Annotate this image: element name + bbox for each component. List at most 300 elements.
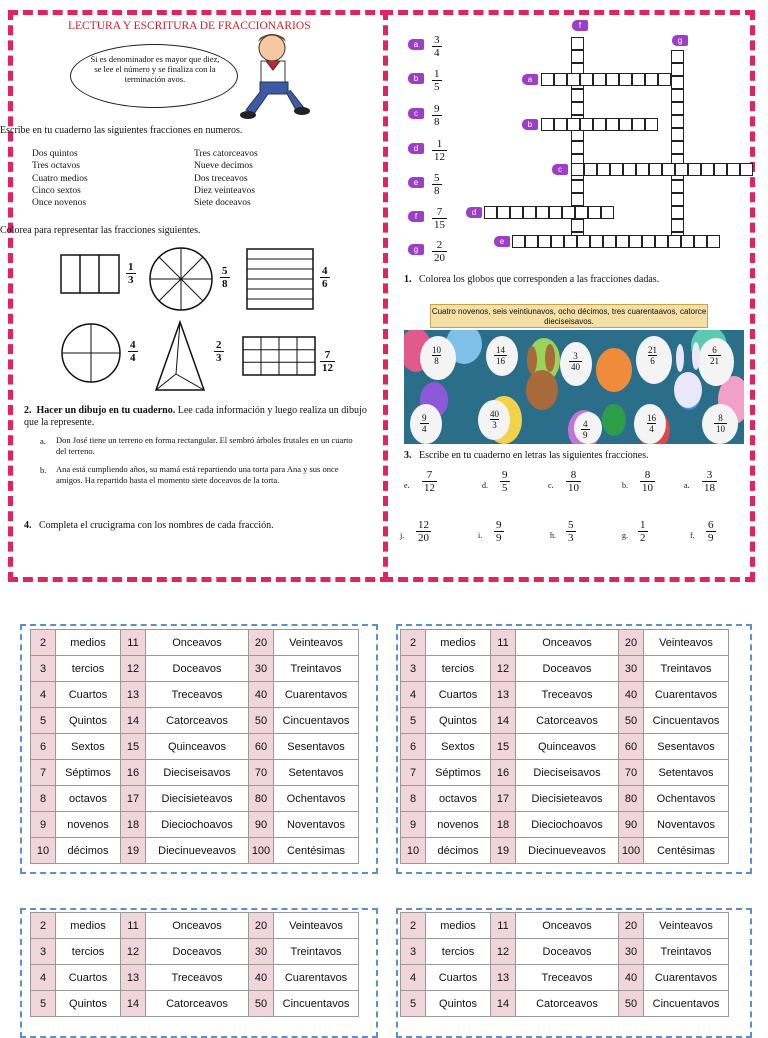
denominator-cell: 10 — [31, 838, 56, 864]
denominator-cell: 70 — [249, 760, 274, 786]
denominator-cell: 70 — [619, 760, 644, 786]
denominator-cell: 14 — [121, 991, 146, 1017]
fraction-names-table — [30, 912, 359, 1017]
denominator-cell: 12 — [491, 939, 516, 965]
denominator-cell: 30 — [249, 656, 274, 682]
denominator-cell: 19 — [121, 838, 146, 864]
name-cell: Dieciochoavos — [146, 812, 249, 838]
crossword-cell — [562, 206, 575, 219]
table-row — [401, 630, 729, 656]
fraction-label: c. — [548, 481, 554, 490]
clue-balloon-icon: a — [408, 39, 424, 50]
denominator-cell: 20 — [619, 630, 644, 656]
crossword-cell — [675, 163, 688, 176]
words-left-list — [32, 148, 88, 209]
denominator-cell: 20 — [249, 913, 274, 939]
crossword-cell — [564, 235, 577, 248]
table-row — [31, 656, 359, 682]
crossword-cell — [632, 73, 645, 86]
fraction-numerator: 21 — [648, 345, 657, 355]
fraction-numerator: 3 — [706, 469, 713, 481]
name-cell: Catorceavos — [516, 708, 619, 734]
fraction-denominator: 9 — [708, 532, 714, 544]
denominator-cell: 6 — [401, 734, 426, 760]
clue-balloon-icon: d — [408, 143, 424, 154]
balloon-fraction — [494, 346, 507, 366]
name-cell: Diecinueveavos — [146, 838, 249, 864]
fraction-denominator: 3 — [492, 420, 497, 430]
name-cell: Veinteavos — [644, 913, 729, 939]
q3-fraction — [640, 470, 655, 494]
fraction-denominator: 15 — [434, 219, 445, 231]
name-cell: Quinceavos — [516, 734, 619, 760]
name-cell: octavos — [56, 786, 121, 812]
denominator-cell: 15 — [121, 734, 146, 760]
crossword-cell — [571, 193, 584, 206]
name-cell: Quintos — [56, 708, 121, 734]
crossword-cell — [571, 163, 584, 176]
name-cell: Cuartos — [56, 682, 121, 708]
denominator-cell: 16 — [121, 760, 146, 786]
denominator-cell: 12 — [121, 656, 146, 682]
table-row — [31, 913, 359, 939]
table-row — [31, 760, 359, 786]
fraction-denominator: 3 — [568, 532, 574, 544]
crossword-cell — [642, 235, 655, 248]
question-4: 4. Completa el crucigrama con los nombres de cada fracción. — [24, 520, 274, 531]
name-cell: Sesentavos — [644, 734, 729, 760]
denominator-cell: 50 — [249, 708, 274, 734]
crossword-cell — [740, 163, 753, 176]
table-row — [401, 682, 729, 708]
clue-balloon-icon: e — [408, 177, 424, 188]
denominator-cell: 40 — [619, 682, 644, 708]
denominator-cell: 5 — [31, 991, 56, 1017]
crossword-cell — [701, 163, 714, 176]
name-cell: Diecisieteavos — [516, 786, 619, 812]
q3-fraction — [702, 470, 717, 494]
crossword-cell — [694, 235, 707, 248]
circle-quarters-shape — [60, 322, 122, 384]
crossword-cell — [554, 118, 567, 131]
denominator-cell: 80 — [619, 786, 644, 812]
fraction-denominator: 6 — [650, 356, 655, 366]
fraction-denominator: 10 — [642, 482, 653, 494]
word-item: Diez veinteavos — [194, 185, 255, 196]
clue-fraction — [432, 240, 447, 264]
name-cell: Doceavos — [146, 939, 249, 965]
table-row — [31, 991, 359, 1017]
crossword-cell — [616, 235, 629, 248]
balloon-fraction — [645, 414, 658, 434]
rectangle-thirds-shape — [60, 254, 120, 294]
crossword-cell — [567, 118, 580, 131]
table-row — [401, 939, 729, 965]
name-cell: Diecisieteavos — [146, 786, 249, 812]
crossword-cell — [671, 76, 684, 89]
crossword-cell — [549, 206, 562, 219]
name-cell: Setentavos — [274, 760, 359, 786]
table-row — [401, 913, 729, 939]
crossword-cell — [671, 128, 684, 141]
crossword-cell — [571, 50, 584, 63]
fraction-names-table — [30, 629, 359, 864]
q3-fraction — [500, 470, 510, 494]
denominator-cell: 17 — [491, 786, 516, 812]
name-cell: tercios — [426, 656, 491, 682]
denominator-cell: 17 — [121, 786, 146, 812]
clue-balloon-icon: c — [408, 108, 424, 119]
fraction-numerator: 12 — [418, 519, 429, 531]
word-item: Once novenos — [32, 198, 87, 209]
easter-eggs-picture — [404, 330, 744, 444]
fraction-label: h. — [550, 531, 556, 540]
denominator-cell: 100 — [619, 838, 644, 864]
fraction-table — [400, 912, 729, 1017]
fraction-denominator: 16 — [496, 356, 505, 366]
crossword-letter-badge: f — [572, 20, 588, 31]
fraction-numerator: 9 — [496, 519, 502, 531]
question-3: 3. Escribe en tu cuaderno en letras las siguientes fracciones. — [404, 450, 649, 461]
denominator-cell: 11 — [121, 913, 146, 939]
name-cell: Doceavos — [146, 656, 249, 682]
word-item: Tres catorceavos — [194, 149, 258, 159]
q3-fraction — [416, 520, 431, 544]
name-cell: medios — [426, 913, 491, 939]
crossword-cell — [645, 73, 658, 86]
name-cell: Sextos — [56, 734, 121, 760]
denominator-cell: 11 — [121, 630, 146, 656]
fraction-denominator: 21 — [710, 356, 719, 366]
denominator-cell: 11 — [491, 630, 516, 656]
name-cell: Doceavos — [516, 656, 619, 682]
crossword-cell — [588, 206, 601, 219]
fraction-table — [30, 912, 359, 1017]
fraction-numerator: 8 — [718, 413, 723, 423]
name-cell: Cuarentavos — [274, 965, 359, 991]
crossword-cell — [619, 73, 632, 86]
question-2b-label: b. — [40, 465, 47, 475]
crossword-cell — [525, 235, 538, 248]
crossword-cell — [671, 102, 684, 115]
balloon-fraction — [430, 346, 443, 366]
crossword-cell — [584, 163, 597, 176]
clue-balloon-icon: b — [408, 73, 424, 84]
fraction-denominator: 8 — [434, 116, 440, 128]
crossword-cell — [603, 235, 616, 248]
denominator-cell: 12 — [491, 656, 516, 682]
shape-fraction: $\frac{4}{6}$ — [322, 265, 328, 290]
balloon-fraction — [488, 410, 501, 430]
fraction-numerator: 40 — [490, 409, 499, 419]
denominator-cell: 4 — [401, 682, 426, 708]
clue-fraction — [432, 69, 442, 93]
triangle-thirds-shape — [154, 320, 206, 392]
denominator-cell: 30 — [619, 939, 644, 965]
table-row — [31, 786, 359, 812]
fraction-numerator: 1 — [434, 68, 440, 80]
word-item: Dos quintos — [32, 149, 78, 159]
crossword-cell — [590, 235, 603, 248]
crossword-cell — [668, 235, 681, 248]
name-cell: Onceavos — [146, 630, 249, 656]
bubble-text: Si es denominador es mayor que diez, se lee el número y se finaliza con la terminación avos. — [90, 54, 220, 84]
name-cell: Treceavos — [146, 965, 249, 991]
denominator-cell: 3 — [401, 939, 426, 965]
table-row — [401, 708, 729, 734]
crossword-cell — [714, 163, 727, 176]
name-cell: Ochentavos — [644, 786, 729, 812]
crossword-cell — [571, 89, 584, 102]
name-cell: Cuartos — [56, 965, 121, 991]
crossword-cell — [484, 206, 497, 219]
name-cell: Noventavos — [644, 812, 729, 838]
denominator-cell: 90 — [249, 812, 274, 838]
crossword-cell — [645, 118, 658, 131]
denominator-cell: 9 — [401, 812, 426, 838]
crossword-cell — [671, 50, 684, 63]
fraction-denominator: 8 — [434, 356, 439, 366]
clue-fraction — [432, 173, 442, 197]
name-cell: novenos — [426, 812, 491, 838]
crossword-cell — [727, 163, 740, 176]
question-2a-label: a. — [40, 436, 46, 446]
crossword-cell — [671, 115, 684, 128]
crossword-cell — [636, 163, 649, 176]
crossword-letter-badge: c — [552, 164, 568, 175]
table-row — [31, 812, 359, 838]
name-cell: Dieciseisavos — [146, 760, 249, 786]
crossword-cell — [571, 102, 584, 115]
name-cell: Treceavos — [146, 682, 249, 708]
fraction-denominator: 18 — [704, 482, 715, 494]
crossword-cell — [606, 118, 619, 131]
name-cell: Veinteavos — [274, 630, 359, 656]
denominator-cell: 40 — [619, 965, 644, 991]
question-2: 2. Hacer un dibujo en tu cuaderno. Lee cada información y luego realiza un dibujo que la represente. — [24, 405, 367, 428]
fraction-numerator: 6 — [712, 345, 717, 355]
crossword-cell — [580, 118, 593, 131]
name-cell: Quintos — [426, 991, 491, 1017]
table-row — [401, 838, 729, 864]
shape-fraction: $\frac{7}{12}$ — [322, 349, 333, 374]
name-cell: Cincuentavos — [274, 708, 359, 734]
denominator-cell: 9 — [31, 812, 56, 838]
fraction-denominator: 9 — [496, 532, 502, 544]
balloon-fraction — [581, 420, 590, 440]
fraction-denominator: 9 — [583, 430, 588, 440]
denominator-cell: 30 — [619, 656, 644, 682]
q3-fraction — [638, 520, 648, 544]
denominator-cell: 3 — [31, 656, 56, 682]
table-row — [31, 939, 359, 965]
table-row — [401, 786, 729, 812]
q3-fraction — [494, 520, 504, 544]
crossword-cell — [671, 63, 684, 76]
clue-fraction — [432, 35, 442, 59]
name-cell: Cincuentavos — [644, 708, 729, 734]
name-cell: tercios — [56, 656, 121, 682]
denominator-cell: 30 — [249, 939, 274, 965]
crossword-cell — [567, 73, 580, 86]
fraction-denominator: 20 — [418, 532, 429, 544]
denominator-cell: 16 — [491, 760, 516, 786]
denominator-cell: 13 — [491, 682, 516, 708]
fraction-label: g. — [622, 531, 628, 540]
denominator-cell: 15 — [491, 734, 516, 760]
name-cell: Cuarentavos — [644, 682, 729, 708]
crossword-cell — [541, 118, 554, 131]
denominator-cell: 8 — [401, 786, 426, 812]
balloon-banner: Cuatro novenos, seis veintiunavos, ocho décimos, tres cuarentaavos, catorce dieciseisavos. — [430, 304, 708, 328]
crossword-letter-badge: b — [522, 119, 538, 130]
word-item: Cinco sextos — [32, 185, 81, 196]
clue-fraction — [432, 104, 442, 128]
fraction-numerator: 5 — [568, 519, 574, 531]
fraction-denominator: 12 — [434, 151, 445, 163]
name-cell: Séptimos — [56, 760, 121, 786]
table-row — [31, 682, 359, 708]
shape-fraction: $\frac{2}{3}$ — [216, 339, 222, 364]
crossword-cell — [571, 180, 584, 193]
fraction-numerator: 8 — [644, 469, 651, 481]
word-item: Tres octavos — [32, 161, 80, 172]
crossword-letter-badge: e — [494, 236, 510, 247]
fraction-numerator: 3 — [434, 34, 440, 46]
denominator-cell: 10 — [401, 838, 426, 864]
name-cell: Veinteavos — [274, 913, 359, 939]
fraction-denominator: 4 — [649, 424, 654, 434]
balloon-fraction — [714, 414, 727, 434]
clue-balloon-icon: f — [408, 211, 424, 222]
word-item: Dos treceavos — [194, 173, 248, 184]
crossword-cell — [688, 163, 701, 176]
balloon-fraction — [420, 414, 429, 434]
fraction-label: a. — [684, 481, 690, 490]
fraction-names-table — [400, 912, 729, 1017]
crossword-cell — [671, 89, 684, 102]
name-cell: Noventavos — [274, 812, 359, 838]
table-row — [31, 838, 359, 864]
crossword-cell — [554, 73, 567, 86]
fraction-numerator: 7 — [436, 206, 443, 218]
crossword-letter-badge: a — [522, 74, 538, 85]
denominator-cell: 14 — [491, 991, 516, 1017]
name-cell: Treceavos — [516, 965, 619, 991]
denominator-cell: 5 — [401, 991, 426, 1017]
fraction-numerator: 9 — [502, 469, 508, 481]
denominator-cell: 4 — [31, 965, 56, 991]
crossword-cell — [571, 37, 584, 50]
circle-eighths-shape — [148, 246, 214, 312]
denominator-cell: 20 — [249, 630, 274, 656]
word-item: Cuatro medios — [32, 173, 88, 184]
table-row — [401, 965, 729, 991]
denominator-cell: 2 — [31, 630, 56, 656]
fraction-denominator: 20 — [434, 252, 445, 264]
denominator-cell: 90 — [619, 812, 644, 838]
name-cell: tercios — [426, 939, 491, 965]
crossword-cell — [536, 206, 549, 219]
q3-fraction — [706, 520, 716, 544]
fraction-table — [400, 629, 729, 864]
crossword-letter-badge: d — [466, 207, 482, 218]
fraction-denominator: 4 — [434, 47, 440, 59]
question-1: 1. Colorea los globos que corresponden a las fracciones dadas. — [404, 274, 660, 285]
fraction-numerator: 4 — [583, 419, 588, 429]
crossword-cell — [597, 163, 610, 176]
name-cell: Diecinueveavos — [516, 838, 619, 864]
denominator-cell: 20 — [619, 913, 644, 939]
denominator-cell: 5 — [31, 708, 56, 734]
denominator-cell: 4 — [401, 965, 426, 991]
denominator-cell: 13 — [121, 965, 146, 991]
right-worksheet-frame — [383, 10, 755, 582]
denominator-cell: 18 — [121, 812, 146, 838]
fraction-denominator: 5 — [434, 81, 440, 93]
fraction-denominator: 40 — [571, 362, 580, 372]
table-row — [401, 812, 729, 838]
fraction-numerator: 1 — [640, 519, 646, 531]
question-2b: Ana está cumpliendo años, su mamá está repartiendo una torta para Ana y sus once amigos. Ha repartido hasta el momento siete doceavos de la torta. — [56, 464, 339, 485]
name-cell: Catorceavos — [146, 991, 249, 1017]
denominator-cell: 50 — [249, 991, 274, 1017]
denominator-cell: 14 — [121, 708, 146, 734]
name-cell: Dieciseisavos — [516, 760, 619, 786]
crossword-cell — [681, 235, 694, 248]
name-cell: Treintavos — [274, 939, 359, 965]
words-right-list — [194, 148, 258, 209]
crossword-cell — [497, 206, 510, 219]
name-cell: Cincuentavos — [274, 991, 359, 1017]
fraction-numerator: 14 — [496, 345, 505, 355]
denominator-cell: 40 — [249, 965, 274, 991]
name-cell: Setentavos — [644, 760, 729, 786]
name-cell: medios — [56, 913, 121, 939]
clue-fraction — [432, 139, 447, 163]
name-cell: Séptimos — [426, 760, 491, 786]
crossword-cell — [649, 163, 662, 176]
denominator-cell: 80 — [249, 786, 274, 812]
denominator-cell: 7 — [401, 760, 426, 786]
name-cell: Ochentavos — [274, 786, 359, 812]
name-cell: Sesentavos — [274, 734, 359, 760]
name-cell: Cuarentavos — [274, 682, 359, 708]
fraction-numerator: 8 — [570, 469, 577, 481]
crossword-cell — [601, 206, 614, 219]
fraction-denominator: 8 — [434, 185, 440, 197]
denominator-cell: 50 — [619, 991, 644, 1017]
crossword-cell — [610, 163, 623, 176]
fraction-label: e. — [404, 481, 410, 490]
instruction-write-numbers: Escribe en tu cuaderno las siguientes fracciones en numeros. — [0, 125, 243, 136]
name-cell: Quinceavos — [146, 734, 249, 760]
name-cell: Catorceavos — [516, 991, 619, 1017]
name-cell: Sextos — [426, 734, 491, 760]
name-cell: Cuartos — [426, 682, 491, 708]
name-cell: Treintavos — [644, 656, 729, 682]
table-row — [31, 630, 359, 656]
name-cell: Centésimas — [644, 838, 729, 864]
grid-twelfths-shape — [242, 336, 316, 376]
clue-fraction — [432, 207, 447, 231]
name-cell: Dieciochoavos — [516, 812, 619, 838]
fraction-denominator: 4 — [422, 424, 427, 434]
denominator-cell: 2 — [401, 913, 426, 939]
name-cell: Treintavos — [274, 656, 359, 682]
name-cell: tercios — [56, 939, 121, 965]
q3-fraction — [566, 470, 581, 494]
